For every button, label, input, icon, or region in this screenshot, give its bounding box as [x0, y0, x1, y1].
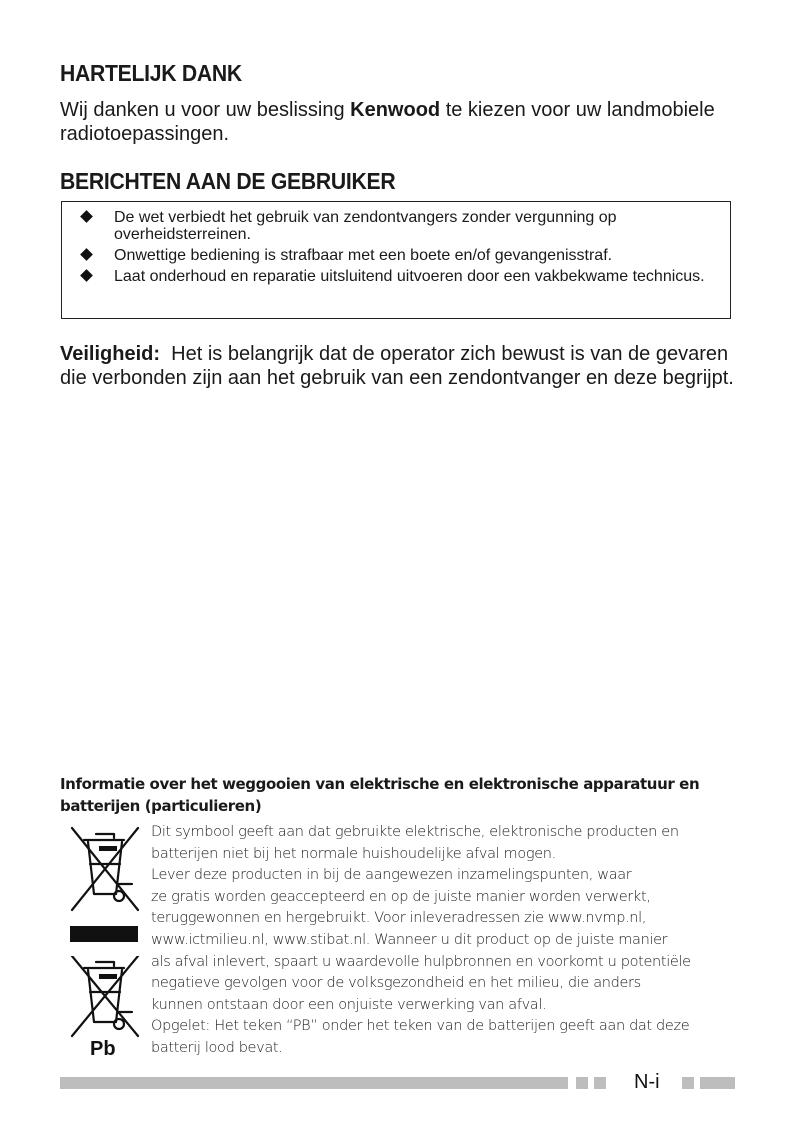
thanks-text-after: te kiezen voor uw landmobiele radiotoepassingen. [60, 99, 715, 145]
diamond-bullet-icon [80, 248, 93, 261]
notice-item [62, 247, 730, 264]
pb-label: Pb [90, 1038, 116, 1060]
notice-item [62, 209, 730, 243]
section-title-thanks: HARTELIJK DANK [60, 60, 242, 86]
notice-item [62, 268, 730, 285]
weee-line: batterij lood bevat. [151, 1039, 283, 1056]
black-bar-icon [70, 926, 138, 942]
notice-text: Onwettige bediening is strafbaar met een boete en/of gevangenisstraf. [114, 247, 613, 264]
weee-line: www.ictmilieu.nl, www.stibat.nl. Wanneer u dit product op de juiste manier [151, 931, 668, 948]
weee-line: teruggewonnen en hergebruikt. Voor inleveradressen zie www.nvmp.nl, [151, 910, 647, 927]
footer-bar-end [700, 1077, 735, 1089]
notice-text: De wet verbiedt het gebruik van zendontvangers zonder vergunning op overheidsterreinen. [114, 209, 617, 243]
weee-line: kunnen ontstaan door een onjuiste verwerking van afval. [151, 996, 547, 1013]
weee-line: Lever deze producten in bij de aangewezen inzamelingspunten, waar [151, 867, 632, 884]
thanks-paragraph [60, 98, 740, 146]
notices-list [62, 202, 730, 285]
diamond-bullet-icon [80, 210, 93, 223]
safety-paragraph [60, 342, 750, 390]
weee-line: negatieve gevolgen voor de volksgezondheid en het milieu, die anders [151, 975, 641, 992]
section-title-notices: BERICHTEN AAN DE GEBRUIKER [60, 168, 396, 194]
weee-line: als afval inlevert, spaart u waardevolle hulpbronnen en voorkomt u potentiële [151, 953, 691, 970]
weee-line: Dit symbool geeft aan dat gebruikte elektrische, elektronische producten en [151, 824, 679, 840]
weee-symbols [62, 822, 148, 1062]
notices-box [61, 201, 731, 319]
footer-bar-block [576, 1077, 588, 1089]
weee-line: batterijen niet bij het normale huishoudelijke afval mogen. [151, 845, 556, 862]
footer-bar [60, 1077, 568, 1089]
weee-title: Informatie over het weggooien van elektrische en elektronische apparatuur en batterijen (particulieren) [60, 775, 700, 815]
page-footer [60, 1070, 735, 1094]
thanks-text-before: Wij danken u voor uw beslissing [60, 99, 351, 121]
footer-bar-block [682, 1077, 694, 1089]
safety-label: Veiligheid: [60, 343, 161, 365]
footer-bar-block [594, 1077, 606, 1089]
weee-line: Opgelet: Het teken “PB” onder het teken van de batterijen geeft aan dat deze [151, 1018, 690, 1035]
diamond-bullet-icon [80, 269, 93, 282]
weee-line: ze gratis worden geaccepteerd en op de juiste manier worden verwerkt, [151, 888, 651, 905]
notice-text: Laat onderhoud en reparatie uitsluitend uitvoeren door een vakbekwame technicus. [114, 268, 705, 285]
safety-text: Het is belangrijk dat de operator zich bewust is van de gevaren die verbonden zijn aan het gebruik van een zendontvanger en deze begrijpt. [60, 343, 734, 389]
brand-name: Kenwood [350, 99, 441, 121]
weee-body-text [151, 822, 751, 1060]
page-number: N-i [634, 1071, 660, 1093]
crossed-battery-bin-icon [66, 956, 146, 1038]
crossed-bin-icon [66, 826, 146, 912]
